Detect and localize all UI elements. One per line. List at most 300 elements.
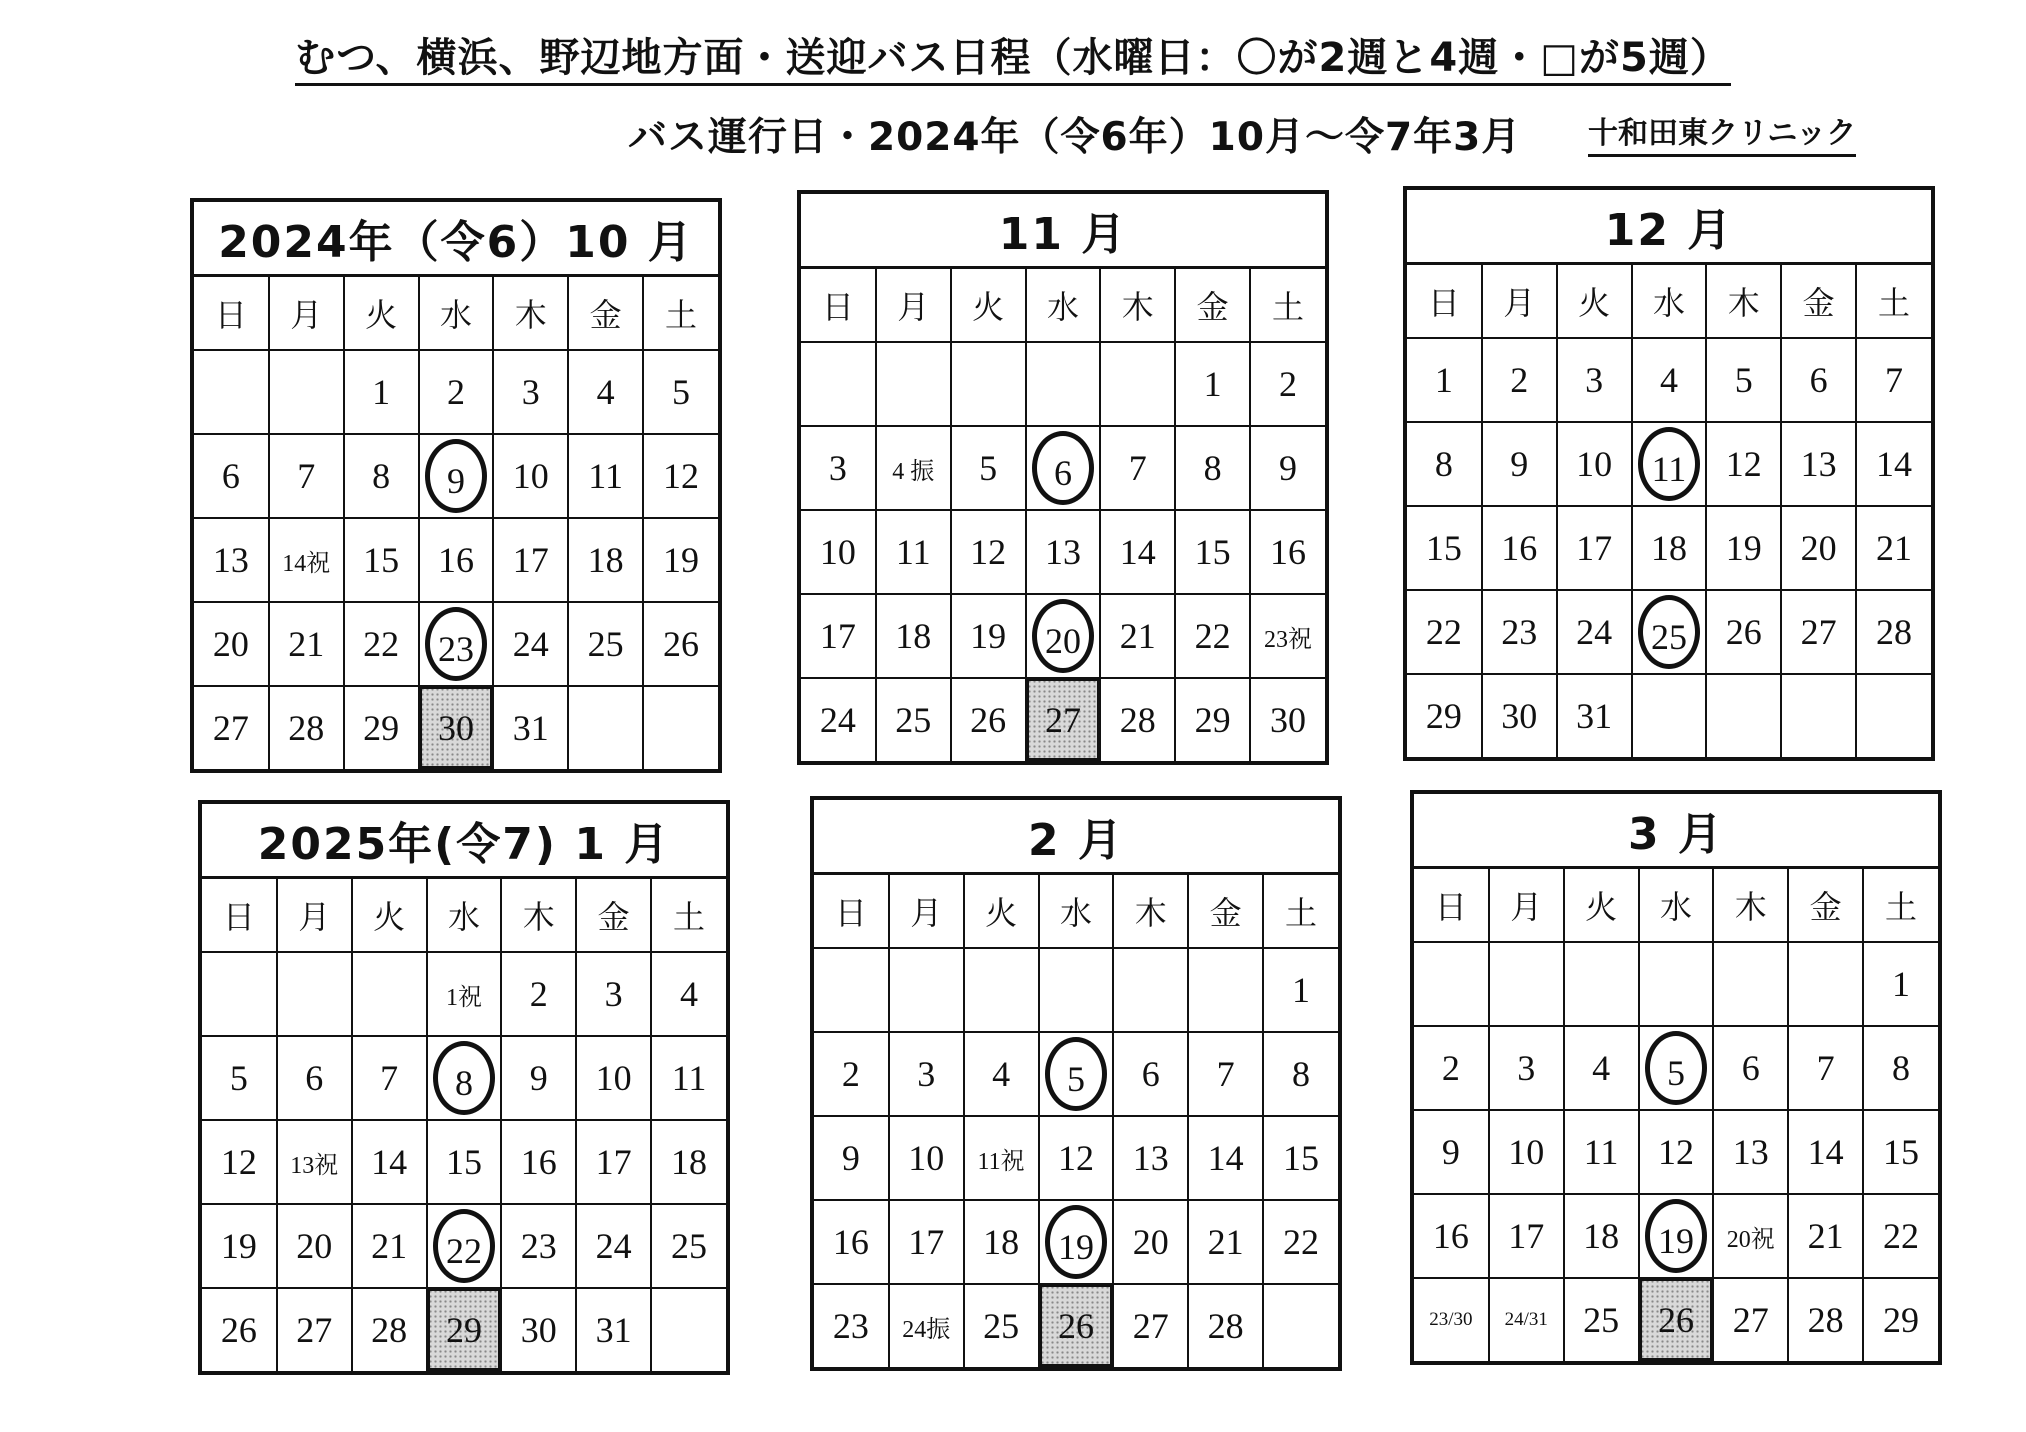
calendar-day: 2 xyxy=(419,350,494,434)
calendar-day: 7 xyxy=(1788,1026,1863,1110)
calendar-day: 17 xyxy=(1489,1194,1564,1278)
calendar-day: 14 xyxy=(352,1120,427,1204)
calendar-empty-cell xyxy=(814,948,889,1032)
weekday-label: 水 xyxy=(427,879,502,952)
calendar-day: 31 xyxy=(493,686,568,769)
calendar-jan-2025 xyxy=(198,800,730,1375)
page-title-text: むつ、横浜、野辺地方面・送迎バス日程（水曜日：〇が2週と4週・□が5週） xyxy=(295,35,1731,86)
calendar-day: 2 xyxy=(814,1032,889,1116)
calendar-day: 29 xyxy=(1407,674,1482,757)
calendar-day: 26 xyxy=(1706,590,1781,674)
bus-day-circled xyxy=(1639,1194,1714,1278)
calendar-day: 4 xyxy=(1632,338,1707,422)
calendar-day: 20 xyxy=(277,1204,352,1288)
calendar-day: 1 xyxy=(344,350,419,434)
bus-day-circled xyxy=(419,602,494,686)
calendar-dec-2024 xyxy=(1403,186,1935,761)
weekday-label: 月 xyxy=(269,277,344,350)
calendar-week-row xyxy=(194,602,718,686)
calendar-empty-cell xyxy=(1856,674,1931,757)
calendar-day: 4 xyxy=(964,1032,1039,1116)
calendar-day: 28 xyxy=(1788,1278,1863,1361)
calendar-week-row xyxy=(814,1116,1338,1200)
circled-day-number: 20 xyxy=(1032,599,1094,673)
calendar-day: 1 xyxy=(1175,342,1250,426)
circled-day-number: 11 xyxy=(1638,427,1700,501)
calendar-empty-cell xyxy=(202,952,277,1036)
calendar-week-row xyxy=(202,952,726,1036)
weekday-label: 金 xyxy=(1188,875,1263,948)
calendar-day: 8 xyxy=(1263,1032,1338,1116)
calendar-day: 19 xyxy=(643,518,718,602)
weekday-label: 日 xyxy=(801,269,876,342)
calendar-day: 7 xyxy=(1100,426,1175,510)
weekday-header-row xyxy=(1407,265,1931,338)
schedule-subtitle: バス運行日・2024年（令6年）10月～令7年3月 xyxy=(628,115,1522,160)
calendar-empty-cell xyxy=(1788,942,1863,1026)
weekday-label: 日 xyxy=(194,277,269,350)
calendar-day: 2 xyxy=(1414,1026,1489,1110)
calendar-day: 10 xyxy=(801,510,876,594)
calendar-day: 9 xyxy=(814,1116,889,1200)
bus-day-boxed: 27 xyxy=(1026,678,1101,761)
calendar-day: 15 xyxy=(1863,1110,1938,1194)
calendar-week-row xyxy=(194,686,718,769)
calendar-day: 14祝 xyxy=(269,518,344,602)
calendar-grid xyxy=(814,875,1338,1367)
calendar-week-row xyxy=(814,1200,1338,1284)
bus-day-circled xyxy=(1039,1200,1114,1284)
calendar-empty-cell xyxy=(1039,948,1114,1032)
calendar-grid xyxy=(202,879,726,1371)
weekday-label: 水 xyxy=(1026,269,1101,342)
calendar-day: 11 xyxy=(876,510,951,594)
calendar-day: 29 xyxy=(1863,1278,1938,1361)
calendar-week-row xyxy=(1414,1194,1938,1278)
calendar-day: 26 xyxy=(202,1288,277,1371)
calendar-day: 22 xyxy=(1407,590,1482,674)
weekday-label: 土 xyxy=(1863,869,1938,942)
calendar-empty-cell xyxy=(277,952,352,1036)
calendar-day: 24/31 xyxy=(1489,1278,1564,1361)
calendar-day: 31 xyxy=(1557,674,1632,757)
calendar-day: 2 xyxy=(501,952,576,1036)
calendar-day: 4 xyxy=(568,350,643,434)
calendar-grid xyxy=(1414,869,1938,1361)
calendar-day: 24振 xyxy=(889,1284,964,1367)
calendar-day: 16 xyxy=(1482,506,1557,590)
calendar-empty-cell xyxy=(352,952,427,1036)
calendar-day: 27 xyxy=(277,1288,352,1371)
bus-day-circled xyxy=(1039,1032,1114,1116)
calendar-empty-cell xyxy=(1188,948,1263,1032)
weekday-label: 火 xyxy=(344,277,419,350)
weekday-label: 金 xyxy=(1788,869,1863,942)
calendar-day: 25 xyxy=(964,1284,1039,1367)
calendar-week-row xyxy=(1414,1026,1938,1110)
calendar-day: 18 xyxy=(651,1120,726,1204)
calendar-month-title: 2024年（令6）10 月 xyxy=(194,202,718,277)
calendar-empty-cell xyxy=(889,948,964,1032)
calendar-month-title: 2 月 xyxy=(814,800,1338,875)
calendar-day: 25 xyxy=(1564,1278,1639,1361)
weekday-label: 土 xyxy=(651,879,726,952)
calendar-day: 10 xyxy=(889,1116,964,1200)
calendar-empty-cell xyxy=(1026,342,1101,426)
calendar-empty-cell xyxy=(1632,674,1707,757)
calendar-empty-cell xyxy=(1489,942,1564,1026)
calendar-day: 1 xyxy=(1407,338,1482,422)
circled-day-number: 5 xyxy=(1645,1031,1707,1105)
calendar-day: 11 xyxy=(1564,1110,1639,1194)
calendar-week-row xyxy=(1414,1278,1938,1361)
weekday-label: 月 xyxy=(1482,265,1557,338)
calendar-empty-cell xyxy=(951,342,1026,426)
calendar-day: 8 xyxy=(344,434,419,518)
calendar-week-row xyxy=(801,510,1325,594)
circled-day-number: 8 xyxy=(433,1041,495,1115)
weekday-label: 木 xyxy=(1713,869,1788,942)
calendar-week-row xyxy=(202,1288,726,1371)
calendar-day: 6 xyxy=(1781,338,1856,422)
calendar-day: 2 xyxy=(1250,342,1325,426)
weekday-header-row xyxy=(202,879,726,952)
bus-day-circled xyxy=(1026,426,1101,510)
bus-day-circled xyxy=(1632,422,1707,506)
calendar-day: 4 xyxy=(651,952,726,1036)
calendar-day: 10 xyxy=(576,1036,651,1120)
calendar-day: 9 xyxy=(1482,422,1557,506)
calendar-day: 1祝 xyxy=(427,952,502,1036)
calendar-day: 16 xyxy=(1414,1194,1489,1278)
weekday-label: 木 xyxy=(493,277,568,350)
weekday-header-row xyxy=(814,875,1338,948)
calendar-day: 28 xyxy=(1188,1284,1263,1367)
calendar-day: 3 xyxy=(576,952,651,1036)
weekday-label: 木 xyxy=(1100,269,1175,342)
calendar-day: 14 xyxy=(1100,510,1175,594)
weekday-label: 日 xyxy=(202,879,277,952)
calendar-day: 1 xyxy=(1263,948,1338,1032)
calendar-day: 24 xyxy=(576,1204,651,1288)
calendar-day: 10 xyxy=(1557,422,1632,506)
calendar-day: 28 xyxy=(1856,590,1931,674)
circled-day-number: 19 xyxy=(1645,1199,1707,1273)
calendar-day: 21 xyxy=(1788,1194,1863,1278)
calendar-week-row xyxy=(801,342,1325,426)
calendar-day: 12 xyxy=(1706,422,1781,506)
calendar-day: 18 xyxy=(876,594,951,678)
weekday-label: 火 xyxy=(1557,265,1632,338)
calendar-day: 28 xyxy=(269,686,344,769)
calendar-day: 12 xyxy=(951,510,1026,594)
calendar-month-title: 12 月 xyxy=(1407,190,1931,265)
calendar-day: 15 xyxy=(1407,506,1482,590)
calendar-empty-cell xyxy=(651,1288,726,1371)
calendar-day: 20 xyxy=(1781,506,1856,590)
calendar-day: 2 xyxy=(1482,338,1557,422)
calendar-day: 13 xyxy=(1781,422,1856,506)
calendar-grid xyxy=(801,269,1325,761)
weekday-label: 金 xyxy=(1175,269,1250,342)
weekday-label: 水 xyxy=(1039,875,1114,948)
calendar-day: 22 xyxy=(1863,1194,1938,1278)
weekday-label: 土 xyxy=(1250,269,1325,342)
calendar-day: 26 xyxy=(643,602,718,686)
calendar-week-row xyxy=(1407,338,1931,422)
calendar-week-row xyxy=(814,1284,1338,1367)
calendar-nov-2024 xyxy=(797,190,1329,765)
calendar-day: 26 xyxy=(951,678,1026,761)
calendar-day: 3 xyxy=(801,426,876,510)
calendar-day: 9 xyxy=(1250,426,1325,510)
calendar-day: 12 xyxy=(643,434,718,518)
calendar-day: 30 xyxy=(1250,678,1325,761)
weekday-label: 金 xyxy=(576,879,651,952)
calendar-day: 14 xyxy=(1788,1110,1863,1194)
calendar-day: 22 xyxy=(1175,594,1250,678)
calendar-day: 18 xyxy=(964,1200,1039,1284)
calendar-day: 30 xyxy=(501,1288,576,1371)
calendar-day: 13祝 xyxy=(277,1120,352,1204)
calendar-day: 20祝 xyxy=(1713,1194,1788,1278)
calendar-week-row xyxy=(202,1036,726,1120)
calendar-oct-2024 xyxy=(190,198,722,773)
weekday-label: 火 xyxy=(1564,869,1639,942)
calendar-day: 1 xyxy=(1863,942,1938,1026)
weekday-label: 土 xyxy=(1856,265,1931,338)
calendar-week-row xyxy=(1414,1110,1938,1194)
weekday-label: 木 xyxy=(1113,875,1188,948)
calendar-day: 15 xyxy=(1175,510,1250,594)
bus-day-circled xyxy=(419,434,494,518)
circled-day-number: 5 xyxy=(1045,1037,1107,1111)
calendar-day: 13 xyxy=(1026,510,1101,594)
calendar-day: 8 xyxy=(1175,426,1250,510)
calendar-day: 10 xyxy=(493,434,568,518)
calendar-day: 8 xyxy=(1863,1026,1938,1110)
calendar-empty-cell xyxy=(1781,674,1856,757)
weekday-label: 土 xyxy=(643,277,718,350)
calendar-empty-cell xyxy=(964,948,1039,1032)
calendar-day: 27 xyxy=(1781,590,1856,674)
calendar-day: 23 xyxy=(501,1204,576,1288)
weekday-label: 土 xyxy=(1263,875,1338,948)
calendar-day: 9 xyxy=(501,1036,576,1120)
calendar-day: 17 xyxy=(1557,506,1632,590)
calendar-day: 21 xyxy=(269,602,344,686)
calendar-day: 24 xyxy=(1557,590,1632,674)
calendar-day: 11 xyxy=(568,434,643,518)
calendar-day: 27 xyxy=(194,686,269,769)
calendar-day: 8 xyxy=(1407,422,1482,506)
calendar-month-title: 2025年(令7) 1 月 xyxy=(202,804,726,879)
circled-day-number: 6 xyxy=(1032,431,1094,505)
weekday-label: 月 xyxy=(889,875,964,948)
calendar-day: 14 xyxy=(1188,1116,1263,1200)
calendar-empty-cell xyxy=(643,686,718,769)
calendar-day: 11祝 xyxy=(964,1116,1039,1200)
calendar-week-row xyxy=(194,518,718,602)
weekday-label: 日 xyxy=(1414,869,1489,942)
calendar-day: 16 xyxy=(419,518,494,602)
calendar-day: 25 xyxy=(568,602,643,686)
calendar-empty-cell xyxy=(568,686,643,769)
circled-day-number: 25 xyxy=(1638,595,1700,669)
calendar-empty-cell xyxy=(269,350,344,434)
calendar-day: 18 xyxy=(1564,1194,1639,1278)
weekday-label: 火 xyxy=(951,269,1026,342)
circled-day-number: 9 xyxy=(425,439,487,513)
weekday-label: 月 xyxy=(1489,869,1564,942)
calendar-day: 22 xyxy=(344,602,419,686)
calendar-day: 6 xyxy=(1113,1032,1188,1116)
calendar-empty-cell xyxy=(1564,942,1639,1026)
circled-day-number: 19 xyxy=(1045,1205,1107,1279)
calendar-week-row xyxy=(1407,674,1931,757)
calendar-day: 4 xyxy=(1564,1026,1639,1110)
weekday-label: 水 xyxy=(1639,869,1714,942)
calendar-week-row xyxy=(194,350,718,434)
calendar-day: 28 xyxy=(1100,678,1175,761)
weekday-label: 水 xyxy=(419,277,494,350)
calendar-week-row xyxy=(801,594,1325,678)
calendar-day: 7 xyxy=(352,1036,427,1120)
calendar-day: 3 xyxy=(1489,1026,1564,1110)
bus-day-circled xyxy=(1632,590,1707,674)
calendar-day: 18 xyxy=(1632,506,1707,590)
calendar-day: 23 xyxy=(814,1284,889,1367)
calendar-week-row xyxy=(814,948,1338,1032)
weekday-label: 火 xyxy=(964,875,1039,948)
calendar-empty-cell xyxy=(1414,942,1489,1026)
calendar-day: 3 xyxy=(1557,338,1632,422)
calendar-day: 5 xyxy=(643,350,718,434)
weekday-label: 木 xyxy=(501,879,576,952)
bus-day-circled xyxy=(427,1036,502,1120)
calendar-mar-2025 xyxy=(1410,790,1942,1365)
calendar-day: 27 xyxy=(1713,1278,1788,1361)
bus-day-circled xyxy=(1639,1026,1714,1110)
calendar-empty-cell xyxy=(1263,1284,1338,1367)
calendar-empty-cell xyxy=(1639,942,1714,1026)
calendar-day: 15 xyxy=(1263,1116,1338,1200)
calendar-day: 29 xyxy=(1175,678,1250,761)
calendar-day: 16 xyxy=(1250,510,1325,594)
circled-day-number: 22 xyxy=(433,1209,495,1283)
calendar-day: 21 xyxy=(1188,1200,1263,1284)
weekday-label: 火 xyxy=(352,879,427,952)
calendar-day: 30 xyxy=(1482,674,1557,757)
calendar-day: 13 xyxy=(194,518,269,602)
calendar-empty-cell xyxy=(801,342,876,426)
calendar-grid xyxy=(1407,265,1931,757)
calendar-day: 17 xyxy=(493,518,568,602)
calendar-day: 14 xyxy=(1856,422,1931,506)
calendar-day: 13 xyxy=(1713,1110,1788,1194)
calendar-day: 15 xyxy=(427,1120,502,1204)
calendar-day: 3 xyxy=(889,1032,964,1116)
calendar-month-title: 11 月 xyxy=(801,194,1325,269)
bus-day-circled xyxy=(1026,594,1101,678)
calendar-grid xyxy=(194,277,718,769)
calendar-day: 12 xyxy=(1039,1116,1114,1200)
calendar-week-row xyxy=(814,1032,1338,1116)
weekday-label: 月 xyxy=(876,269,951,342)
bus-day-boxed: 26 xyxy=(1639,1278,1714,1361)
calendar-day: 21 xyxy=(1856,506,1931,590)
weekday-label: 金 xyxy=(568,277,643,350)
calendar-day: 23 xyxy=(1482,590,1557,674)
weekday-header-row xyxy=(194,277,718,350)
calendar-month-title: 3 月 xyxy=(1414,794,1938,869)
calendar-day: 23/30 xyxy=(1414,1278,1489,1361)
calendar-day: 20 xyxy=(1113,1200,1188,1284)
weekday-label: 金 xyxy=(1781,265,1856,338)
calendar-day: 18 xyxy=(568,518,643,602)
page-title xyxy=(0,26,2026,83)
calendar-day: 24 xyxy=(801,678,876,761)
weekday-label: 水 xyxy=(1632,265,1707,338)
calendar-day: 6 xyxy=(1713,1026,1788,1110)
calendar-day: 13 xyxy=(1113,1116,1188,1200)
calendar-day: 5 xyxy=(202,1036,277,1120)
calendar-day: 23祝 xyxy=(1250,594,1325,678)
calendar-day: 31 xyxy=(576,1288,651,1371)
calendar-day: 24 xyxy=(493,602,568,686)
weekday-header-row xyxy=(1414,869,1938,942)
bus-day-boxed: 29 xyxy=(427,1288,502,1371)
calendar-day: 29 xyxy=(344,686,419,769)
calendar-day: 17 xyxy=(889,1200,964,1284)
calendar-empty-cell xyxy=(1706,674,1781,757)
calendar-day: 16 xyxy=(814,1200,889,1284)
calendar-day: 12 xyxy=(1639,1110,1714,1194)
calendar-day: 27 xyxy=(1113,1284,1188,1367)
bus-day-circled xyxy=(427,1204,502,1288)
weekday-label: 木 xyxy=(1706,265,1781,338)
calendar-empty-cell xyxy=(1113,948,1188,1032)
calendar-day: 5 xyxy=(951,426,1026,510)
calendar-day: 7 xyxy=(1856,338,1931,422)
calendar-day: 21 xyxy=(1100,594,1175,678)
calendar-day: 19 xyxy=(951,594,1026,678)
calendar-day: 7 xyxy=(1188,1032,1263,1116)
calendar-day: 21 xyxy=(352,1204,427,1288)
calendar-week-row xyxy=(1407,422,1931,506)
weekday-header-row xyxy=(801,269,1325,342)
calendar-empty-cell xyxy=(194,350,269,434)
calendar-week-row xyxy=(1407,590,1931,674)
calendar-day: 17 xyxy=(801,594,876,678)
calendar-day: 6 xyxy=(277,1036,352,1120)
calendar-day: 22 xyxy=(1263,1200,1338,1284)
calendar-day: 15 xyxy=(344,518,419,602)
calendar-week-row xyxy=(194,434,718,518)
calendar-week-row xyxy=(202,1120,726,1204)
calendar-week-row xyxy=(202,1204,726,1288)
calendar-day: 11 xyxy=(651,1036,726,1120)
bus-day-boxed: 26 xyxy=(1039,1284,1114,1367)
weekday-label: 日 xyxy=(1407,265,1482,338)
bus-day-boxed: 30 xyxy=(419,686,494,769)
calendar-day: 10 xyxy=(1489,1110,1564,1194)
clinic-name: 十和田東クリニック xyxy=(1588,108,1856,157)
calendar-day: 25 xyxy=(876,678,951,761)
weekday-label: 日 xyxy=(814,875,889,948)
calendar-day: 16 xyxy=(501,1120,576,1204)
calendar-day: 12 xyxy=(202,1120,277,1204)
